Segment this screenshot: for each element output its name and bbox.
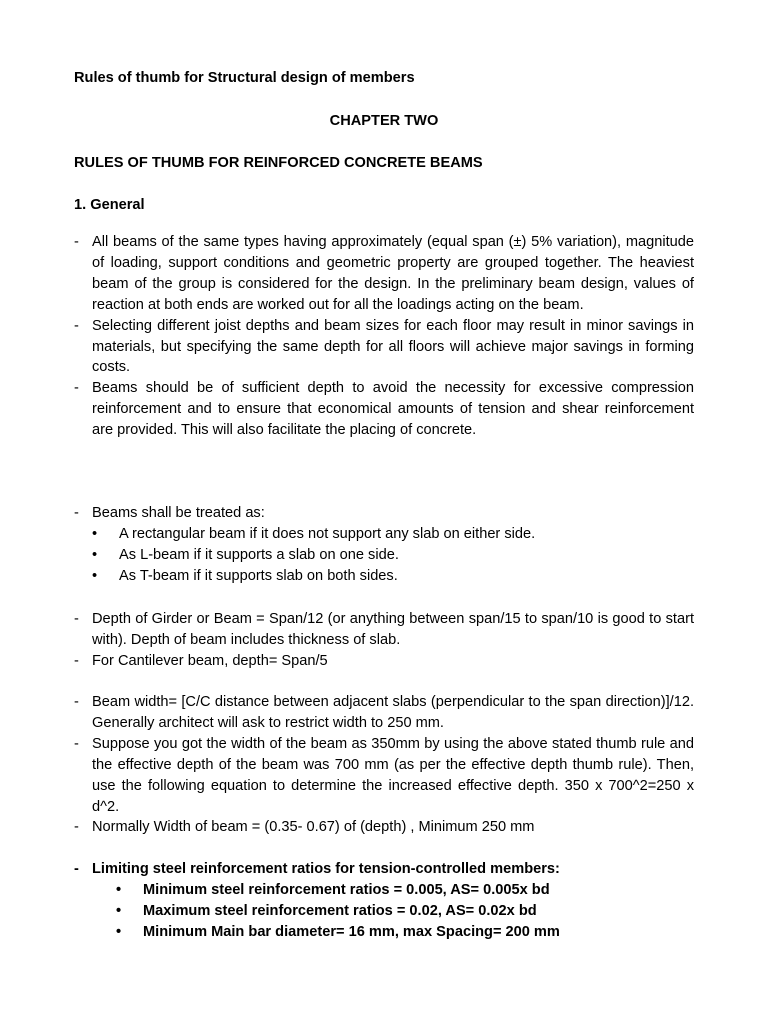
width-list [74, 692, 694, 838]
chapter-heading: CHAPTER TWO [329, 113, 439, 129]
document-header: Rules of thumb for Structural design of members [74, 70, 415, 86]
list-item-text: All beams of the same types having approximately (equal span (±) 5% variation), magnitude of loading, support conditions and geometric property are grouped together. The heaviest beam of the group is considered for the design. In the preliminary beam design, values of reaction at both ends are worked out for all the loadings acting on the beam. [92, 234, 694, 313]
bullet-text: As L-beam if it supports a slab on one side. [119, 546, 399, 563]
bullet-marker: • [92, 525, 98, 542]
list-item [74, 734, 694, 818]
list-item-text: Normally Width of beam = (0.35- 0.67) of (depth) , Minimum 250 mm [92, 819, 535, 836]
list-item-text: Beams shall be treated as: [92, 505, 265, 521]
dash-marker: - [74, 505, 79, 521]
bullet-marker: • [92, 546, 98, 563]
dash-marker: - [74, 819, 79, 836]
list-item [74, 316, 694, 379]
bullet-text: Minimum steel reinforcement ratios = 0.005, AS= 0.005x bd [143, 881, 550, 898]
list-item [74, 378, 694, 441]
bullet-text: A rectangular beam if it does not support any slab on either side. [119, 525, 536, 542]
list-item [74, 651, 694, 672]
bullet-marker: • [116, 923, 122, 940]
dash-marker: - [74, 611, 79, 627]
bullet-marker: • [116, 881, 122, 898]
bullet-item [116, 901, 694, 922]
bullet-item [92, 566, 694, 587]
bullet-marker: • [92, 567, 98, 584]
section-heading: 1. General [74, 197, 145, 213]
bullet-text: Minimum Main bar diameter= 16 mm, max Spacing= 200 mm [143, 923, 560, 940]
list-item-text: For Cantilever beam, depth= Span/5 [92, 652, 328, 669]
general-list [74, 232, 694, 441]
dash-marker: - [74, 652, 79, 669]
list-item-text: Beam width= [C/C distance between adjacent slabs (perpendicular to the span direction)]/12. Generally architect will ask to restrict width to 250 mm. [92, 694, 694, 731]
bullet-text: As T-beam if it supports slab on both sides. [119, 567, 398, 584]
list-item [74, 232, 694, 316]
dash-marker: - [74, 234, 79, 250]
bullet-item [116, 922, 694, 943]
steel-ratio-list [74, 859, 694, 943]
dash-marker: - [74, 380, 79, 397]
dash-marker: - [74, 735, 79, 752]
bullet-marker: • [116, 902, 122, 919]
list-item-text: Depth of Girder or Beam = Span/12 (or anything between span/15 to span/10 is good to start with). Depth of beam includes thickness of slab. [92, 611, 694, 648]
list-item-text: Beams should be of sufficient depth to avoid the necessity for excessive compression reinforcement and to ensure that economical amounts of tension and shear reinforcement are provided. This will also facilitate the placing of concrete. [92, 380, 694, 439]
bullet-list [74, 880, 694, 943]
bullet-item [116, 880, 694, 901]
bullet-item [92, 545, 694, 566]
bullet-list [74, 524, 694, 587]
dash-marker: - [74, 861, 79, 877]
depth-list [74, 609, 694, 672]
page-title: RULES OF THUMB FOR REINFORCED CONCRETE BEAMS [74, 155, 483, 171]
list-item-text: Selecting different joist depths and beam sizes for each floor may result in minor savings in materials, but specifying the same depth for all floors will achieve major savings in forming costs. [92, 317, 694, 376]
list-item-text: Suppose you got the width of the beam as 350mm by using the above stated thumb rule and the effective depth of the beam was 700 mm (as per the effective depth thumb rule). Then, use the following equation to determine the increased effective depth. 350 x 700^2=250 x d^2. [92, 735, 694, 815]
list-item-text: Limiting steel reinforcement ratios for tension-controlled members: [92, 861, 560, 877]
list-item [74, 503, 694, 524]
bullet-item [92, 524, 694, 545]
dash-marker: - [74, 317, 79, 334]
beam-treatment-list [74, 503, 694, 587]
list-item [74, 817, 694, 838]
list-item [74, 692, 694, 734]
dash-marker: - [74, 694, 79, 710]
bullet-text: Maximum steel reinforcement ratios = 0.02, AS= 0.02x bd [143, 902, 537, 919]
list-item [74, 609, 694, 651]
list-item [74, 859, 694, 880]
